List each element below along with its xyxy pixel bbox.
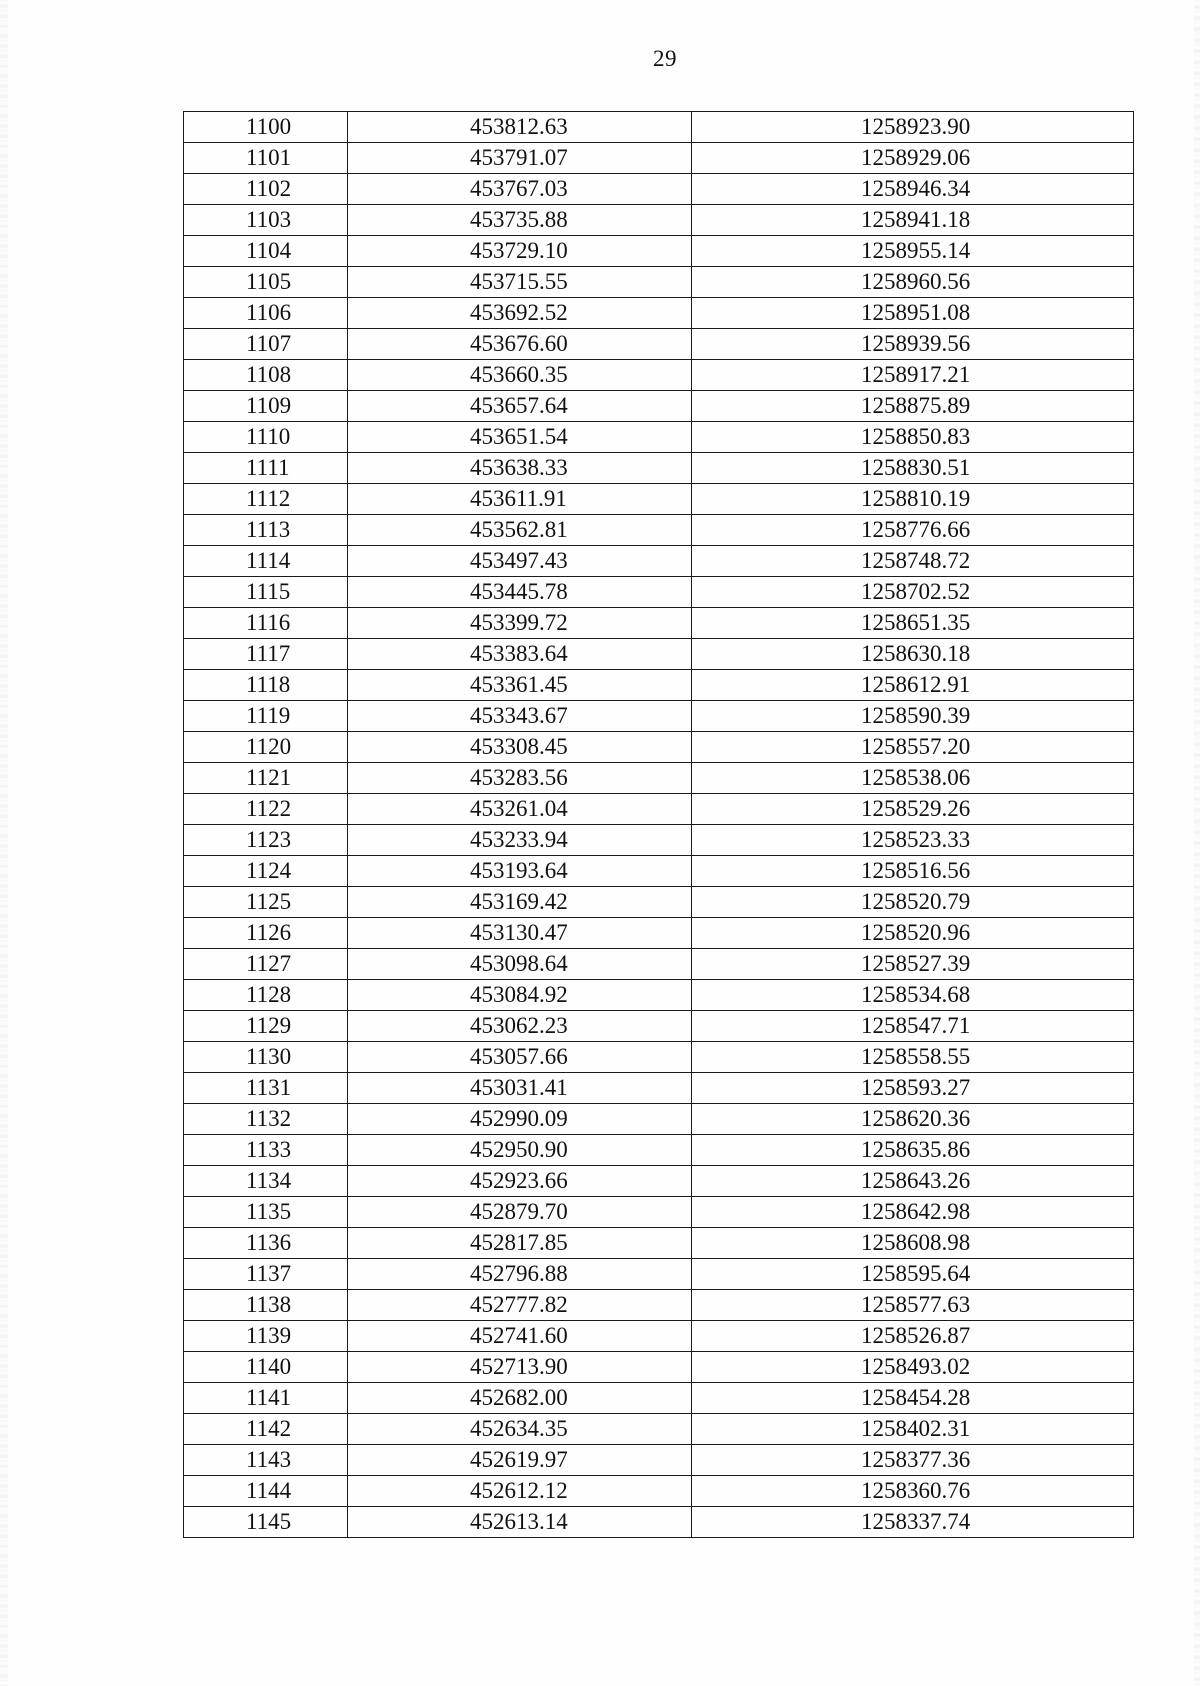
y-coordinate-cell: 1258748.72	[692, 546, 1134, 577]
y-coordinate-cell: 1258520.96	[692, 918, 1134, 949]
point-number-cell: 1110	[184, 422, 348, 453]
y-coordinate-cell: 1258830.51	[692, 453, 1134, 484]
point-number-cell: 1112	[184, 484, 348, 515]
point-number-cell: 1122	[184, 794, 348, 825]
table-row	[184, 701, 1134, 732]
table-row	[184, 174, 1134, 205]
table-row	[184, 112, 1134, 143]
x-coordinate-cell: 453791.07	[348, 143, 692, 174]
x-coordinate-cell: 453361.45	[348, 670, 692, 701]
table-row	[184, 639, 1134, 670]
point-number-cell: 1113	[184, 515, 348, 546]
table-row	[184, 763, 1134, 794]
point-number-cell: 1131	[184, 1073, 348, 1104]
y-coordinate-cell: 1258810.19	[692, 484, 1134, 515]
y-coordinate-cell: 1258523.33	[692, 825, 1134, 856]
point-number-cell: 1140	[184, 1352, 348, 1383]
y-coordinate-cell: 1258923.90	[692, 112, 1134, 143]
table-row	[184, 825, 1134, 856]
table-row	[184, 1104, 1134, 1135]
x-coordinate-cell: 452817.85	[348, 1228, 692, 1259]
table-row	[184, 298, 1134, 329]
y-coordinate-cell: 1258946.34	[692, 174, 1134, 205]
x-coordinate-cell: 452879.70	[348, 1197, 692, 1228]
x-coordinate-cell: 453767.03	[348, 174, 692, 205]
x-coordinate-cell: 453715.55	[348, 267, 692, 298]
y-coordinate-cell: 1258642.98	[692, 1197, 1134, 1228]
table-row	[184, 205, 1134, 236]
scan-edge-left	[0, 0, 8, 1686]
y-coordinate-cell: 1258529.26	[692, 794, 1134, 825]
table-row	[184, 453, 1134, 484]
y-coordinate-cell: 1258702.52	[692, 577, 1134, 608]
table-row	[184, 1042, 1134, 1073]
table-row	[184, 1073, 1134, 1104]
x-coordinate-cell: 453399.72	[348, 608, 692, 639]
point-number-cell: 1132	[184, 1104, 348, 1135]
point-number-cell: 1145	[184, 1507, 348, 1538]
point-number-cell: 1125	[184, 887, 348, 918]
x-coordinate-cell: 453343.67	[348, 701, 692, 732]
point-number-cell: 1124	[184, 856, 348, 887]
point-number-cell: 1115	[184, 577, 348, 608]
x-coordinate-cell: 453193.64	[348, 856, 692, 887]
point-number-cell: 1129	[184, 1011, 348, 1042]
table-row	[184, 794, 1134, 825]
x-coordinate-cell: 453638.33	[348, 453, 692, 484]
table-row	[184, 1321, 1134, 1352]
y-coordinate-cell: 1258951.08	[692, 298, 1134, 329]
table-row	[184, 1476, 1134, 1507]
table-row	[184, 236, 1134, 267]
y-coordinate-cell: 1258520.79	[692, 887, 1134, 918]
point-number-cell: 1100	[184, 112, 348, 143]
point-number-cell: 1138	[184, 1290, 348, 1321]
table-row	[184, 1166, 1134, 1197]
x-coordinate-cell: 453660.35	[348, 360, 692, 391]
point-number-cell: 1118	[184, 670, 348, 701]
y-coordinate-cell: 1258558.55	[692, 1042, 1134, 1073]
y-coordinate-cell: 1258590.39	[692, 701, 1134, 732]
y-coordinate-cell: 1258337.74	[692, 1507, 1134, 1538]
table-row	[184, 856, 1134, 887]
x-coordinate-cell: 453062.23	[348, 1011, 692, 1042]
point-number-cell: 1116	[184, 608, 348, 639]
coordinates-table-body	[184, 112, 1134, 1538]
point-number-cell: 1127	[184, 949, 348, 980]
point-number-cell: 1123	[184, 825, 348, 856]
y-coordinate-cell: 1258630.18	[692, 639, 1134, 670]
point-number-cell: 1108	[184, 360, 348, 391]
table-row	[184, 484, 1134, 515]
point-number-cell: 1103	[184, 205, 348, 236]
point-number-cell: 1114	[184, 546, 348, 577]
point-number-cell: 1137	[184, 1259, 348, 1290]
table-row	[184, 577, 1134, 608]
point-number-cell: 1130	[184, 1042, 348, 1073]
point-number-cell: 1144	[184, 1476, 348, 1507]
point-number-cell: 1109	[184, 391, 348, 422]
point-number-cell: 1104	[184, 236, 348, 267]
y-coordinate-cell: 1258538.06	[692, 763, 1134, 794]
point-number-cell: 1106	[184, 298, 348, 329]
y-coordinate-cell: 1258608.98	[692, 1228, 1134, 1259]
point-number-cell: 1134	[184, 1166, 348, 1197]
point-number-cell: 1120	[184, 732, 348, 763]
table-row	[184, 980, 1134, 1011]
table-row	[184, 1445, 1134, 1476]
table-row	[184, 887, 1134, 918]
point-number-cell: 1133	[184, 1135, 348, 1166]
x-coordinate-cell: 453445.78	[348, 577, 692, 608]
point-number-cell: 1142	[184, 1414, 348, 1445]
table-row	[184, 360, 1134, 391]
x-coordinate-cell: 453812.63	[348, 112, 692, 143]
y-coordinate-cell: 1258593.27	[692, 1073, 1134, 1104]
x-coordinate-cell: 453169.42	[348, 887, 692, 918]
x-coordinate-cell: 453031.41	[348, 1073, 692, 1104]
x-coordinate-cell: 452619.97	[348, 1445, 692, 1476]
x-coordinate-cell: 453692.52	[348, 298, 692, 329]
y-coordinate-cell: 1258955.14	[692, 236, 1134, 267]
x-coordinate-cell: 453651.54	[348, 422, 692, 453]
y-coordinate-cell: 1258377.36	[692, 1445, 1134, 1476]
y-coordinate-cell: 1258360.76	[692, 1476, 1134, 1507]
x-coordinate-cell: 453735.88	[348, 205, 692, 236]
y-coordinate-cell: 1258454.28	[692, 1383, 1134, 1414]
table-row	[184, 546, 1134, 577]
x-coordinate-cell: 453611.91	[348, 484, 692, 515]
x-coordinate-cell: 452634.35	[348, 1414, 692, 1445]
x-coordinate-cell: 453233.94	[348, 825, 692, 856]
x-coordinate-cell: 453084.92	[348, 980, 692, 1011]
table-row	[184, 949, 1134, 980]
table-row	[184, 267, 1134, 298]
x-coordinate-cell: 452796.88	[348, 1259, 692, 1290]
table-row	[184, 732, 1134, 763]
x-coordinate-cell: 453098.64	[348, 949, 692, 980]
x-coordinate-cell: 452612.12	[348, 1476, 692, 1507]
x-coordinate-cell: 452950.90	[348, 1135, 692, 1166]
table-row	[184, 515, 1134, 546]
y-coordinate-cell: 1258612.91	[692, 670, 1134, 701]
table-row	[184, 1507, 1134, 1538]
y-coordinate-cell: 1258557.20	[692, 732, 1134, 763]
x-coordinate-cell: 452777.82	[348, 1290, 692, 1321]
point-number-cell: 1102	[184, 174, 348, 205]
x-coordinate-cell: 453261.04	[348, 794, 692, 825]
point-number-cell: 1139	[184, 1321, 348, 1352]
table-row	[184, 1290, 1134, 1321]
point-number-cell: 1107	[184, 329, 348, 360]
y-coordinate-cell: 1258643.26	[692, 1166, 1134, 1197]
x-coordinate-cell: 453383.64	[348, 639, 692, 670]
x-coordinate-cell: 452713.90	[348, 1352, 692, 1383]
point-number-cell: 1111	[184, 453, 348, 484]
point-number-cell: 1126	[184, 918, 348, 949]
table-row	[184, 422, 1134, 453]
table-row	[184, 608, 1134, 639]
x-coordinate-cell: 453057.66	[348, 1042, 692, 1073]
point-number-cell: 1136	[184, 1228, 348, 1259]
y-coordinate-cell: 1258526.87	[692, 1321, 1134, 1352]
x-coordinate-cell: 453562.81	[348, 515, 692, 546]
y-coordinate-cell: 1258635.86	[692, 1135, 1134, 1166]
table-row	[184, 1259, 1134, 1290]
y-coordinate-cell: 1258595.64	[692, 1259, 1134, 1290]
x-coordinate-cell: 452613.14	[348, 1507, 692, 1538]
table-row	[184, 670, 1134, 701]
x-coordinate-cell: 452990.09	[348, 1104, 692, 1135]
x-coordinate-cell: 453657.64	[348, 391, 692, 422]
table-row	[184, 1197, 1134, 1228]
y-coordinate-cell: 1258960.56	[692, 267, 1134, 298]
x-coordinate-cell: 453283.56	[348, 763, 692, 794]
x-coordinate-cell: 453497.43	[348, 546, 692, 577]
x-coordinate-cell: 452923.66	[348, 1166, 692, 1197]
point-number-cell: 1105	[184, 267, 348, 298]
y-coordinate-cell: 1258527.39	[692, 949, 1134, 980]
x-coordinate-cell: 452741.60	[348, 1321, 692, 1352]
y-coordinate-cell: 1258402.31	[692, 1414, 1134, 1445]
point-number-cell: 1101	[184, 143, 348, 174]
x-coordinate-cell: 453130.47	[348, 918, 692, 949]
point-number-cell: 1135	[184, 1197, 348, 1228]
table-row	[184, 918, 1134, 949]
table-row	[184, 1228, 1134, 1259]
y-coordinate-cell: 1258534.68	[692, 980, 1134, 1011]
table-row	[184, 1135, 1134, 1166]
page-number: 29	[653, 46, 677, 71]
y-coordinate-cell: 1258917.21	[692, 360, 1134, 391]
x-coordinate-cell: 452682.00	[348, 1383, 692, 1414]
coordinates-table	[183, 111, 1134, 1538]
y-coordinate-cell: 1258577.63	[692, 1290, 1134, 1321]
point-number-cell: 1121	[184, 763, 348, 794]
y-coordinate-cell: 1258651.35	[692, 608, 1134, 639]
point-number-cell: 1141	[184, 1383, 348, 1414]
point-number-cell: 1117	[184, 639, 348, 670]
table-row	[184, 1352, 1134, 1383]
y-coordinate-cell: 1258547.71	[692, 1011, 1134, 1042]
x-coordinate-cell: 453308.45	[348, 732, 692, 763]
table-row	[184, 1383, 1134, 1414]
table-row	[184, 391, 1134, 422]
y-coordinate-cell: 1258941.18	[692, 205, 1134, 236]
scan-edge-right	[1194, 0, 1200, 1686]
y-coordinate-cell: 1258929.06	[692, 143, 1134, 174]
table-row	[184, 1414, 1134, 1445]
y-coordinate-cell: 1258875.89	[692, 391, 1134, 422]
y-coordinate-cell: 1258850.83	[692, 422, 1134, 453]
y-coordinate-cell: 1258493.02	[692, 1352, 1134, 1383]
y-coordinate-cell: 1258516.56	[692, 856, 1134, 887]
table-row	[184, 329, 1134, 360]
table-row	[184, 143, 1134, 174]
y-coordinate-cell: 1258620.36	[692, 1104, 1134, 1135]
point-number-cell: 1143	[184, 1445, 348, 1476]
x-coordinate-cell: 453676.60	[348, 329, 692, 360]
y-coordinate-cell: 1258939.56	[692, 329, 1134, 360]
y-coordinate-cell: 1258776.66	[692, 515, 1134, 546]
point-number-cell: 1128	[184, 980, 348, 1011]
table-row	[184, 1011, 1134, 1042]
x-coordinate-cell: 453729.10	[348, 236, 692, 267]
point-number-cell: 1119	[184, 701, 348, 732]
